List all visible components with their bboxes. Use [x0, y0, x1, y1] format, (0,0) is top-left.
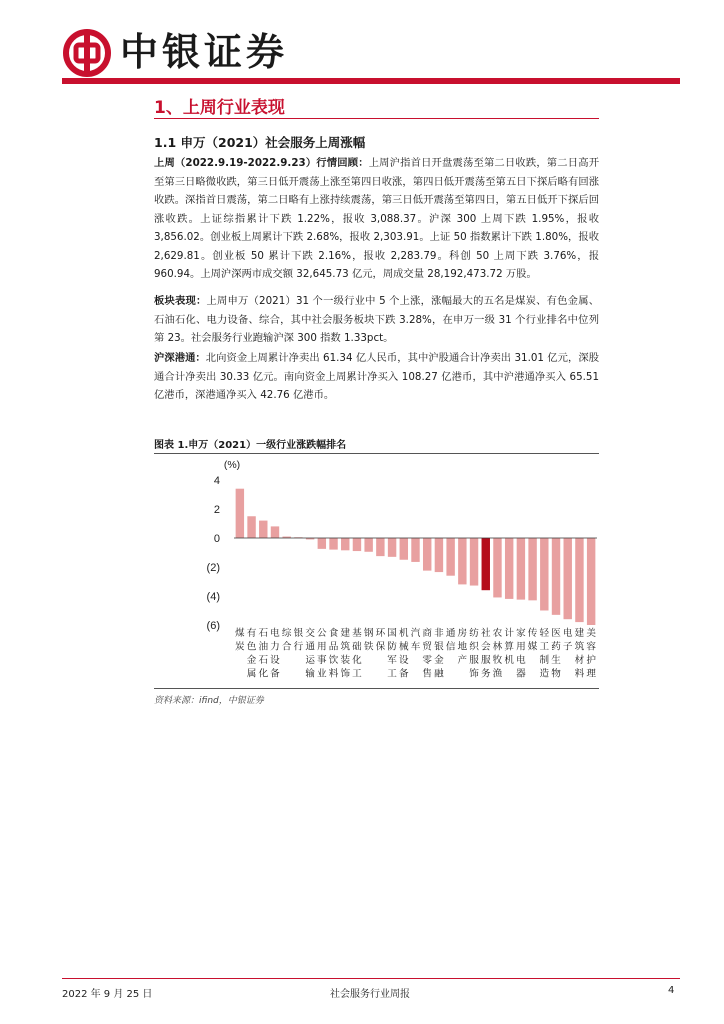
- bar: [318, 538, 326, 549]
- x-tick-label: 基础化工: [352, 628, 362, 680]
- bar: [517, 538, 525, 600]
- y-axis-unit-label: (%): [223, 459, 241, 471]
- bar: [587, 538, 595, 625]
- x-tick-label: 电力设备: [270, 628, 280, 680]
- x-tick-label: 美容护理: [586, 628, 596, 680]
- x-tick-label: 传媒: [527, 628, 538, 653]
- weekly-review-paragraph: [154, 154, 599, 284]
- bar: [411, 538, 419, 562]
- x-tick-label: 有色金属: [246, 628, 257, 680]
- bar: [482, 538, 490, 590]
- figure-bottom-rule: [154, 688, 599, 689]
- bar: [329, 538, 337, 550]
- figure-title: 图表 1.申万（2021）一级行业涨跌幅排名: [154, 440, 347, 451]
- x-tick-label: 农林牧渔: [492, 628, 503, 680]
- bar: [236, 489, 244, 538]
- bar: [388, 538, 396, 557]
- x-tick-label: 房地产: [457, 628, 468, 666]
- page-number: 4: [668, 985, 675, 996]
- bar: [470, 538, 478, 586]
- bar: [341, 538, 349, 550]
- y-tick-label: 4: [213, 475, 220, 487]
- bar: [435, 538, 443, 572]
- bar: [247, 516, 255, 538]
- subsection-title: 1.1 申万（2021）社会服务上周涨幅: [154, 135, 366, 150]
- bar: [400, 538, 408, 560]
- y-tick-label: (6): [206, 620, 220, 632]
- x-tick-label: 建筑装饰: [340, 628, 351, 680]
- bar: [259, 521, 267, 538]
- x-tick-label: 家用电器: [516, 628, 526, 680]
- weekly-review-label: 上周（2022.9.19-2022.9.23）行情回顾：: [154, 157, 369, 169]
- x-tick-label: 通信: [445, 628, 456, 653]
- x-tick-label: 国防军工: [387, 628, 397, 680]
- x-tick-label: 纺织服饰: [469, 628, 479, 680]
- footer-date: 2022 年 9 月 25 日: [62, 989, 153, 1000]
- stock-connect-label: 沪深港通：: [154, 352, 206, 364]
- x-tick-label: 交通运输: [305, 628, 315, 680]
- x-tick-label: 食品饮料: [328, 628, 339, 680]
- sector-performance-paragraph: [154, 292, 599, 348]
- bar: [505, 538, 513, 599]
- section-title: 1、上周行业表现: [154, 98, 285, 118]
- bar: [446, 538, 454, 576]
- footer-title: 社会服务行业周报: [330, 989, 410, 1000]
- y-tick-label: 2: [213, 504, 220, 516]
- sector-performance-label: 板块表现：: [154, 295, 207, 307]
- x-tick-label: 石油石化: [258, 628, 269, 680]
- section-rule: [154, 118, 599, 119]
- x-tick-label: 机械设备: [398, 628, 409, 680]
- bar: [493, 538, 501, 597]
- bar: [575, 538, 583, 622]
- x-tick-label: 公用事业: [317, 628, 327, 680]
- header-rule: [62, 78, 680, 84]
- x-tick-label: 电子: [562, 628, 573, 653]
- x-tick-label: 汽车: [410, 628, 421, 653]
- bank-of-china-logo: [62, 28, 112, 78]
- x-tick-label: 建筑材料: [574, 628, 585, 680]
- bar: [423, 538, 431, 571]
- stock-connect-paragraph: [154, 349, 599, 405]
- bar: [552, 538, 560, 615]
- x-tick-label: 煤炭: [235, 628, 245, 653]
- footer-rule: [62, 978, 680, 979]
- x-tick-label: 环保: [375, 628, 386, 653]
- bar: [353, 538, 361, 551]
- x-tick-label: 钢铁: [363, 628, 374, 653]
- bar: [271, 526, 279, 538]
- brand-name: 中银证券: [120, 29, 289, 74]
- x-tick-label: 银行: [293, 628, 304, 653]
- figure-source: 资料来源：ifind，中银证券: [154, 696, 264, 706]
- y-tick-label: 0: [213, 533, 220, 545]
- x-tick-label: 商贸零售: [422, 628, 433, 680]
- industry-return-bar-chart: [154, 454, 599, 687]
- y-tick-label: (2): [206, 562, 220, 574]
- x-tick-label: 医药生物: [551, 628, 561, 680]
- bar: [528, 538, 536, 600]
- x-tick-label: 社会服务: [480, 628, 491, 680]
- x-tick-label: 综合: [281, 628, 292, 653]
- x-tick-label: 非银金融: [434, 628, 444, 680]
- bar: [458, 538, 466, 584]
- bar: [376, 538, 384, 556]
- y-tick-label: (4): [206, 591, 220, 603]
- sector-performance-text: 上周申万（2021）31 个一级行业中 5 个上涨，涨幅最大的五名是煤炭、有色金属、石油石化、电力设备、综合，其中社会服务板块下跌 3.28%，在申万一级 31 个行业排名中位列第 23。社会服务行业跑输沪深 300 指数 1.33pct。: [154, 295, 599, 344]
- x-tick-label: 轻工制造: [539, 628, 550, 680]
- weekly-review-text: 上周沪指首日开盘震荡至第二日收跌，第二日高开至第三日略微收跌，第三日低开震荡上涨至第四日收涨，第四日低开震荡至第五日下探后略有回涨收跌。深指首日震荡，第二日略有上涨持续震荡，第三日低开震荡至第四日，第五日低开下探后回涨收跌。上证综指累计下跌 1.22%，报收 3,088.37。沪深 300 上周下跌 1.95%，报收 3,856.02。创业板上周累计下跌 2.68%，报收 2,303.91。上证 50 指数累计下跌 1.80%，报收 2,629.81。创业板 50 累计下跌 2.16%，报收 2,283.79。科创 50 上周下跌 3.76%，报 960.94。上周沪深两市成交额 32,645.73 亿元，周成交量 28,192,473.72 万股。: [154, 157, 600, 280]
- bar: [564, 538, 572, 619]
- bar: [540, 538, 548, 611]
- x-tick-label: 计算机: [504, 628, 514, 666]
- bar: [364, 538, 372, 552]
- stock-connect-text: 北向资金上周累计净卖出 61.34 亿人民币，其中沪股通合计净卖出 31.01 亿元，深股通合计净卖出 30.33 亿元。南向资金上周累计净买入 108.27 亿港币，其中沪港通净买入 65.51 亿港币，深港通净买入 42.76 亿港币。: [154, 352, 600, 401]
